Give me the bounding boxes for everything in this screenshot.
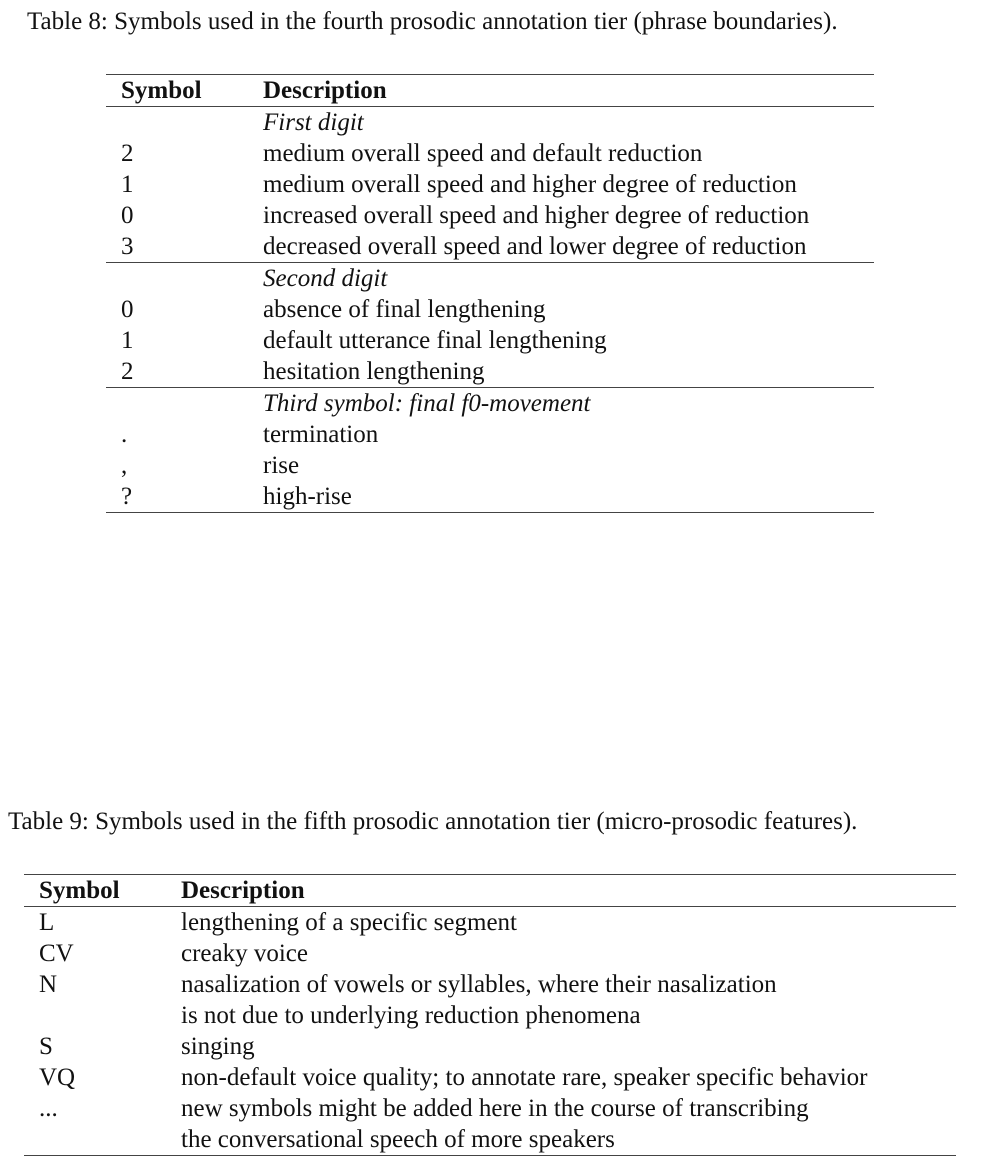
- table-row: [106, 169, 874, 200]
- symbol-cell: 1: [121, 327, 134, 354]
- symbol-cell: ,: [121, 452, 128, 479]
- symbol-cell: CV: [39, 940, 74, 967]
- table-row: [106, 450, 874, 481]
- description-cell: increased overall speed and higher degree of reduction: [263, 202, 810, 229]
- table-row: [106, 294, 874, 325]
- description-cell: non-default voice quality; to annotate rare, speaker specific behavior: [181, 1064, 868, 1091]
- section-header-row: [106, 263, 874, 295]
- description-cell: new symbols might be added here in the course of transcribing: [181, 1095, 809, 1122]
- description-cell: decreased overall speed and lower degree of reduction: [263, 233, 807, 260]
- table-row: [106, 325, 874, 356]
- table-row: [24, 938, 956, 969]
- section-header-row: [106, 107, 874, 139]
- table-row: [106, 481, 874, 513]
- description-cell: is not due to underlying reduction phenomena: [181, 1002, 641, 1029]
- table-header-row: [24, 875, 956, 907]
- description-cell: medium overall speed and higher degree of reduction: [263, 171, 797, 198]
- symbol-cell: 3: [121, 233, 134, 260]
- table-row: [24, 1124, 956, 1156]
- symbol-cell: 1: [121, 171, 134, 198]
- description-cell: high-rise: [263, 481, 874, 513]
- table-9-caption: Table 9: Symbols used in the fifth prosodic annotation tier (micro-prosodic features).: [8, 808, 858, 835]
- column-header-description: Description: [181, 875, 956, 907]
- symbol-cell: S: [39, 1033, 53, 1060]
- table-row: [106, 356, 874, 388]
- table-row: [106, 419, 874, 450]
- description-cell: hesitation lengthening: [263, 358, 485, 385]
- column-header-symbol: Symbol: [106, 75, 263, 107]
- table-9: [24, 874, 956, 1156]
- symbol-cell: [24, 1000, 181, 1031]
- table-8: [106, 74, 874, 513]
- description-cell: rise: [263, 452, 300, 479]
- symbol-cell: VQ: [39, 1064, 76, 1091]
- description-cell: lengthening of a specific segment: [181, 909, 517, 936]
- symbol-cell: 0: [121, 202, 134, 229]
- section-header-row: [106, 388, 874, 420]
- table-row: [24, 1093, 956, 1124]
- symbol-cell: .: [121, 421, 128, 448]
- table-row: [106, 231, 874, 263]
- table-8-caption: Table 8: Symbols used in the fourth prosodic annotation tier (phrase boundaries).: [27, 8, 838, 35]
- description-cell: termination: [263, 421, 379, 448]
- description-cell: absence of final lengthening: [263, 296, 546, 323]
- description-cell: nasalization of vowels or syllables, where their nasalization: [181, 971, 777, 998]
- symbol-cell: N: [39, 971, 58, 998]
- description-cell: default utterance final lengthening: [263, 327, 607, 354]
- section-title: Third symbol: final f0-movement: [263, 388, 874, 420]
- table-row: [106, 138, 874, 169]
- symbol-cell: 2: [121, 140, 134, 167]
- table-row: [24, 907, 956, 939]
- table-header-row: [106, 75, 874, 107]
- symbol-cell: 2: [121, 358, 134, 385]
- table-row: [24, 1062, 956, 1093]
- section-title: Second digit: [263, 263, 874, 295]
- section-title: First digit: [263, 109, 364, 136]
- column-header-description: Description: [263, 75, 874, 107]
- symbol-cell: [24, 1124, 181, 1156]
- table-row: [106, 200, 874, 231]
- symbol-cell: 0: [121, 296, 134, 323]
- description-cell: creaky voice: [181, 940, 309, 967]
- table-row: [24, 1031, 956, 1062]
- symbol-cell: ...: [39, 1095, 58, 1122]
- column-header-symbol: Symbol: [24, 875, 181, 907]
- table-row: [24, 1000, 956, 1031]
- description-cell: medium overall speed and default reduction: [263, 140, 703, 167]
- table-row: [24, 969, 956, 1000]
- description-cell: singing: [181, 1033, 255, 1060]
- symbol-cell: ?: [106, 481, 263, 513]
- symbol-cell: L: [39, 909, 55, 936]
- description-cell: the conversational speech of more speakers: [181, 1124, 956, 1156]
